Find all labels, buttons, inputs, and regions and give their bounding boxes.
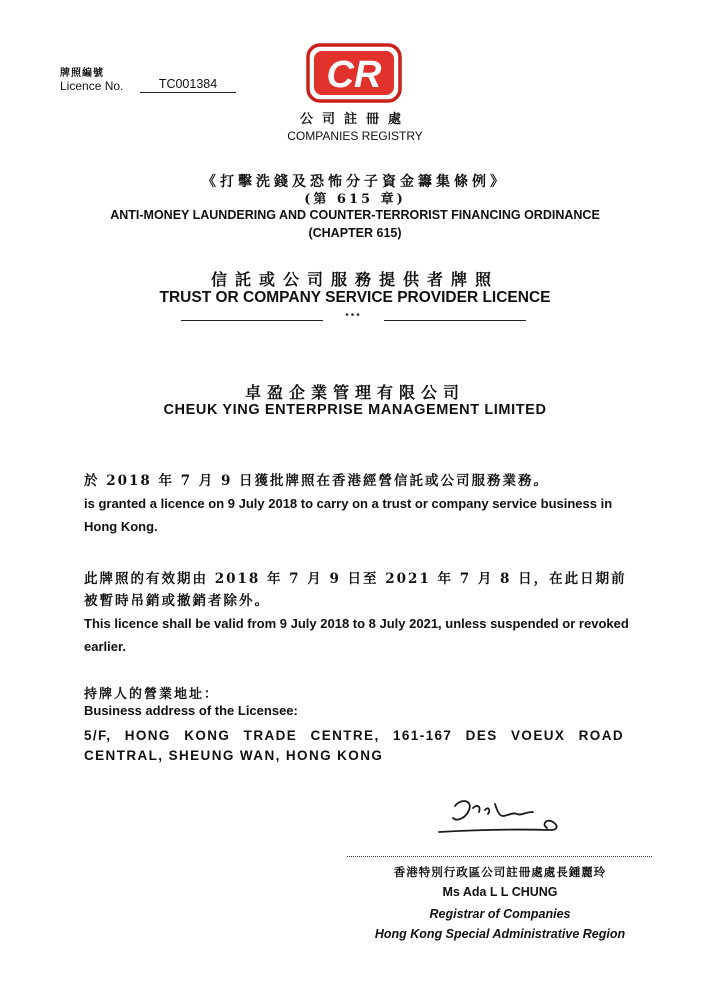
- ordinance-chapter-en: (CHAPTER 615): [308, 226, 402, 240]
- signature-line: [347, 856, 652, 857]
- registrar-signature: [433, 796, 563, 844]
- divider-dots: •••: [345, 310, 362, 321]
- licence-number: TC001384: [140, 77, 236, 93]
- ordinance-title-en: ANTI-MONEY LAUNDERING AND COUNTER-TERRORIST FINANCING ORDINANCE: [110, 208, 600, 222]
- grant-text-zh: 於 2018 年 7 月 9 日獲批牌照在香港經營信託或公司服務業務。: [84, 473, 550, 489]
- ordinance-chapter-zh: (第 615 章): [304, 192, 406, 207]
- company-name-en: CHEUK YING ENTERPRISE MANAGEMENT LIMITED: [163, 402, 547, 418]
- divider-left: [181, 320, 323, 321]
- logo-text: CR: [326, 54, 382, 96]
- business-address: 5/F, HONG KONG TRADE CENTRE, 161-167 DES VOEUX ROAD CENTRAL, SHEUNG WAN, HONG KONG: [84, 728, 624, 763]
- licence-no-label-zh: 牌照編號: [60, 68, 104, 79]
- company-name-zh: 卓盈企業管理有限公司: [244, 383, 465, 402]
- licence-no-label-en: Licence No.: [60, 79, 124, 93]
- registry-name-en: COMPANIES REGISTRY: [287, 129, 423, 143]
- licence-title-zh: 信託或公司服務提供者牌照: [210, 270, 499, 289]
- registrar-title-zh: 香港特別行政區公司註冊處處長鍾麗玲: [393, 865, 607, 879]
- registrar-name: Ms Ada L L CHUNG: [442, 885, 558, 899]
- divider-right: [384, 320, 526, 321]
- grant-text-en: is granted a licence on 9 July 2018 to carry on a trust or company service business in Hong Kong.: [84, 496, 613, 534]
- validity-text-zh: 此牌照的有效期由 2018 年 7 月 9 日至 2021 年 7 月 8 日，在此日期前被暫時吊銷或撤銷者除外。: [84, 571, 627, 609]
- registry-name-zh: 公司註冊處: [299, 112, 410, 127]
- registrar-role: Registrar of Companies: [429, 907, 571, 921]
- registrar-region: Hong Kong Special Administrative Region: [374, 927, 626, 941]
- address-label-en: Business address of the Licensee:: [84, 703, 298, 718]
- validity-text-en: This licence shall be valid from 9 July 2018 to 8 July 2021, unless suspended or revoked earlier.: [84, 616, 629, 654]
- licence-title-en: TRUST OR COMPANY SERVICE PROVIDER LICENCE: [159, 289, 551, 306]
- ordinance-title-zh: 《打擊洗錢及恐怖分子資金籌集條例》: [202, 174, 508, 190]
- companies-registry-logo: [306, 43, 402, 103]
- address-label-zh: 持牌人的營業地址：: [84, 687, 220, 702]
